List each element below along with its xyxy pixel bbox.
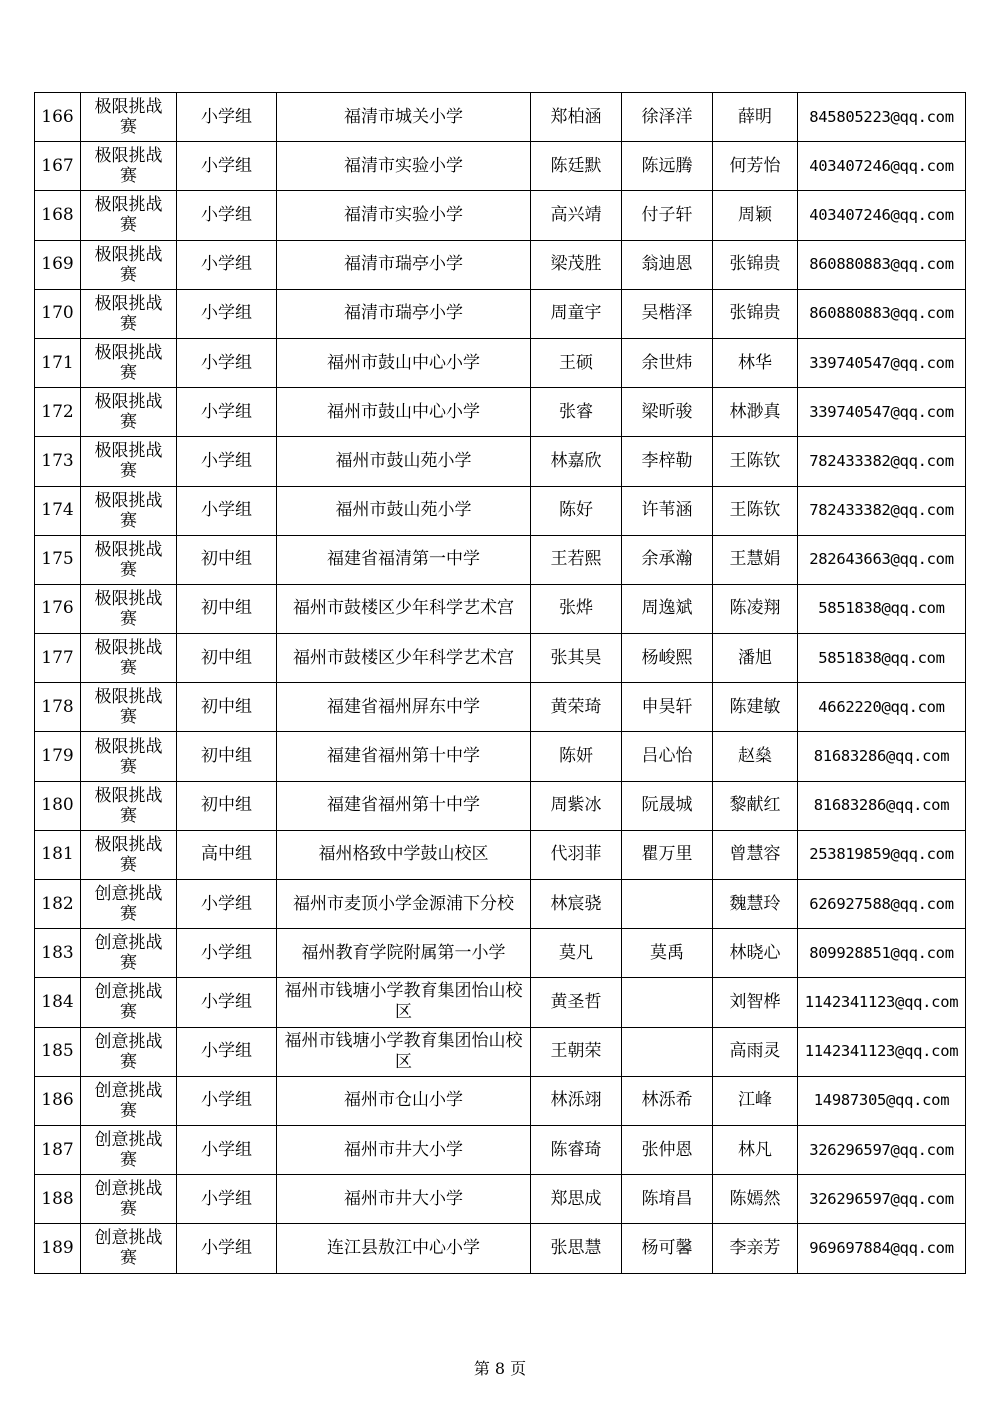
cell-number: 170 <box>35 289 81 338</box>
cell-student-1: 莫凡 <box>531 929 622 978</box>
cell-student-2: 陈堉昌 <box>622 1175 713 1224</box>
cell-number: 175 <box>35 535 81 584</box>
cell-group: 小学组 <box>177 1076 277 1125</box>
cell-school: 福建省福州屏东中学 <box>277 683 531 732</box>
cell-school: 福州市麦顶小学金源浦下分校 <box>277 880 531 929</box>
cell-teacher: 江峰 <box>713 1076 798 1125</box>
cell-student-1: 周紫冰 <box>531 781 622 830</box>
cell-number: 183 <box>35 929 81 978</box>
cell-number: 187 <box>35 1125 81 1174</box>
cell-teacher: 周颖 <box>713 191 798 240</box>
cell-student-1: 郑柏涵 <box>531 93 622 142</box>
cell-number: 173 <box>35 437 81 486</box>
cell-teacher: 王慧娟 <box>713 535 798 584</box>
cell-teacher: 赵燊 <box>713 732 798 781</box>
cell-group: 小学组 <box>177 437 277 486</box>
cell-student-2: 杨可馨 <box>622 1224 713 1273</box>
cell-student-2: 李梓勒 <box>622 437 713 486</box>
cell-event: 极限挑战赛 <box>81 584 177 633</box>
cell-student-2: 林泺希 <box>622 1076 713 1125</box>
table-row <box>35 535 966 584</box>
cell-school: 福清市实验小学 <box>277 191 531 240</box>
cell-school: 福建省福州第十中学 <box>277 732 531 781</box>
cell-student-1: 张烨 <box>531 584 622 633</box>
cell-student-2: 梁昕骏 <box>622 388 713 437</box>
cell-number: 189 <box>35 1224 81 1273</box>
table-row <box>35 388 966 437</box>
cell-teacher: 潘旭 <box>713 634 798 683</box>
cell-school: 福州格致中学鼓山校区 <box>277 830 531 879</box>
cell-number: 179 <box>35 732 81 781</box>
cell-number: 178 <box>35 683 81 732</box>
cell-teacher: 黎献红 <box>713 781 798 830</box>
cell-email: 809928851@qq.com <box>798 929 966 978</box>
cell-teacher: 林晓心 <box>713 929 798 978</box>
cell-event: 极限挑战赛 <box>81 683 177 732</box>
cell-teacher: 王陈钦 <box>713 437 798 486</box>
cell-number: 184 <box>35 978 81 1027</box>
cell-email: 326296597@qq.com <box>798 1125 966 1174</box>
cell-number: 167 <box>35 142 81 191</box>
cell-event: 极限挑战赛 <box>81 93 177 142</box>
cell-student-2: 瞿万里 <box>622 830 713 879</box>
cell-teacher: 陈嫣然 <box>713 1175 798 1224</box>
cell-email: 4662220@qq.com <box>798 683 966 732</box>
cell-event: 极限挑战赛 <box>81 486 177 535</box>
cell-event: 创意挑战赛 <box>81 1076 177 1125</box>
cell-email: 81683286@qq.com <box>798 732 966 781</box>
cell-number: 169 <box>35 240 81 289</box>
cell-group: 小学组 <box>177 1027 277 1076</box>
cell-student-1: 林宸骁 <box>531 880 622 929</box>
cell-student-2: 吕心怡 <box>622 732 713 781</box>
cell-event: 极限挑战赛 <box>81 388 177 437</box>
cell-email: 860880883@qq.com <box>798 289 966 338</box>
cell-event: 极限挑战赛 <box>81 437 177 486</box>
table-row <box>35 929 966 978</box>
cell-group: 小学组 <box>177 1125 277 1174</box>
cell-group: 初中组 <box>177 535 277 584</box>
cell-student-1: 张思慧 <box>531 1224 622 1273</box>
cell-email: 782433382@qq.com <box>798 437 966 486</box>
cell-email: 14987305@qq.com <box>798 1076 966 1125</box>
cell-school: 福州市钱塘小学教育集团怡山校区 <box>277 1027 531 1076</box>
cell-student-2: 付子轩 <box>622 191 713 240</box>
cell-student-1: 陈睿琦 <box>531 1125 622 1174</box>
cell-school: 福建省福州第十中学 <box>277 781 531 830</box>
cell-school: 福州市鼓楼区少年科学艺术宫 <box>277 584 531 633</box>
cell-number: 181 <box>35 830 81 879</box>
cell-student-2: 杨峻熙 <box>622 634 713 683</box>
cell-email: 403407246@qq.com <box>798 142 966 191</box>
cell-event: 创意挑战赛 <box>81 978 177 1027</box>
cell-group: 小学组 <box>177 486 277 535</box>
cell-student-1: 林泺翊 <box>531 1076 622 1125</box>
cell-email: 845805223@qq.com <box>798 93 966 142</box>
cell-email: 5851838@qq.com <box>798 634 966 683</box>
cell-teacher: 高雨灵 <box>713 1027 798 1076</box>
cell-email: 403407246@qq.com <box>798 191 966 240</box>
cell-student-2: 莫禹 <box>622 929 713 978</box>
table-row <box>35 683 966 732</box>
cell-student-1: 王朝荣 <box>531 1027 622 1076</box>
cell-event: 极限挑战赛 <box>81 142 177 191</box>
cell-student-1: 林嘉欣 <box>531 437 622 486</box>
cell-teacher: 张锦贵 <box>713 289 798 338</box>
cell-teacher: 魏慧玲 <box>713 880 798 929</box>
table-row <box>35 781 966 830</box>
cell-number: 168 <box>35 191 81 240</box>
cell-group: 小学组 <box>177 93 277 142</box>
table-row <box>35 1175 966 1224</box>
cell-student-1: 王若熙 <box>531 535 622 584</box>
cell-number: 177 <box>35 634 81 683</box>
table-row <box>35 1027 966 1076</box>
table-row <box>35 142 966 191</box>
cell-group: 初中组 <box>177 781 277 830</box>
cell-student-2: 吴楷泽 <box>622 289 713 338</box>
cell-email: 253819859@qq.com <box>798 830 966 879</box>
cell-teacher: 林渺真 <box>713 388 798 437</box>
cell-student-2 <box>622 880 713 929</box>
cell-school: 福州市井大小学 <box>277 1125 531 1174</box>
cell-group: 初中组 <box>177 584 277 633</box>
cell-school: 福州教育学院附属第一小学 <box>277 929 531 978</box>
table-row <box>35 584 966 633</box>
cell-group: 小学组 <box>177 338 277 387</box>
table-row <box>35 437 966 486</box>
cell-student-1: 陈妍 <box>531 732 622 781</box>
cell-teacher: 王陈钦 <box>713 486 798 535</box>
cell-email: 782433382@qq.com <box>798 486 966 535</box>
cell-email: 339740547@qq.com <box>798 388 966 437</box>
cell-teacher: 薛明 <box>713 93 798 142</box>
cell-teacher: 陈凌翔 <box>713 584 798 633</box>
cell-group: 高中组 <box>177 830 277 879</box>
cell-event: 创意挑战赛 <box>81 1224 177 1273</box>
cell-student-2: 许苇涵 <box>622 486 713 535</box>
cell-student-2: 翁迪恩 <box>622 240 713 289</box>
cell-event: 极限挑战赛 <box>81 338 177 387</box>
cell-number: 166 <box>35 93 81 142</box>
cell-group: 小学组 <box>177 929 277 978</box>
table-row <box>35 338 966 387</box>
cell-student-1: 陈廷默 <box>531 142 622 191</box>
cell-event: 极限挑战赛 <box>81 781 177 830</box>
table-row <box>35 191 966 240</box>
cell-student-2: 周逸斌 <box>622 584 713 633</box>
cell-teacher: 张锦贵 <box>713 240 798 289</box>
cell-student-2: 余承瀚 <box>622 535 713 584</box>
cell-student-1: 梁茂胜 <box>531 240 622 289</box>
cell-email: 339740547@qq.com <box>798 338 966 387</box>
cell-group: 初中组 <box>177 683 277 732</box>
cell-student-2: 申昊轩 <box>622 683 713 732</box>
cell-event: 极限挑战赛 <box>81 535 177 584</box>
cell-event: 极限挑战赛 <box>81 191 177 240</box>
cell-school: 福州市鼓山苑小学 <box>277 437 531 486</box>
cell-school: 福建省福清第一中学 <box>277 535 531 584</box>
cell-student-2 <box>622 1027 713 1076</box>
cell-school: 福州市仓山小学 <box>277 1076 531 1125</box>
table-body <box>35 93 966 1274</box>
table-row <box>35 93 966 142</box>
cell-email: 81683286@qq.com <box>798 781 966 830</box>
cell-school: 福州市鼓山中心小学 <box>277 338 531 387</box>
cell-event: 创意挑战赛 <box>81 1125 177 1174</box>
cell-group: 小学组 <box>177 880 277 929</box>
cell-student-1: 张其昊 <box>531 634 622 683</box>
cell-student-1: 黄圣哲 <box>531 978 622 1027</box>
cell-email: 282643663@qq.com <box>798 535 966 584</box>
cell-number: 186 <box>35 1076 81 1125</box>
cell-school: 福州市钱塘小学教育集团怡山校区 <box>277 978 531 1027</box>
table-row <box>35 486 966 535</box>
cell-number: 185 <box>35 1027 81 1076</box>
table-row <box>35 1125 966 1174</box>
cell-student-1: 张睿 <box>531 388 622 437</box>
cell-student-2 <box>622 978 713 1027</box>
cell-event: 创意挑战赛 <box>81 880 177 929</box>
cell-student-2: 陈远腾 <box>622 142 713 191</box>
registration-table <box>34 92 966 1274</box>
cell-school: 福州市鼓山苑小学 <box>277 486 531 535</box>
cell-number: 188 <box>35 1175 81 1224</box>
cell-event: 极限挑战赛 <box>81 634 177 683</box>
cell-email: 969697884@qq.com <box>798 1224 966 1273</box>
cell-teacher: 李亲芳 <box>713 1224 798 1273</box>
cell-student-1: 周童宇 <box>531 289 622 338</box>
table-row <box>35 830 966 879</box>
cell-student-1: 黄荣琦 <box>531 683 622 732</box>
cell-school: 福州市鼓山中心小学 <box>277 388 531 437</box>
cell-number: 174 <box>35 486 81 535</box>
cell-group: 初中组 <box>177 732 277 781</box>
table-row <box>35 880 966 929</box>
cell-group: 小学组 <box>177 240 277 289</box>
cell-student-2: 余世炜 <box>622 338 713 387</box>
cell-teacher: 何芳怡 <box>713 142 798 191</box>
cell-group: 小学组 <box>177 388 277 437</box>
cell-student-1: 高兴靖 <box>531 191 622 240</box>
cell-student-1: 郑思成 <box>531 1175 622 1224</box>
cell-group: 小学组 <box>177 978 277 1027</box>
table-row <box>35 240 966 289</box>
table-row <box>35 1224 966 1273</box>
cell-event: 极限挑战赛 <box>81 732 177 781</box>
cell-email: 326296597@qq.com <box>798 1175 966 1224</box>
cell-email: 5851838@qq.com <box>798 584 966 633</box>
cell-event: 创意挑战赛 <box>81 1175 177 1224</box>
cell-group: 小学组 <box>177 1175 277 1224</box>
cell-group: 小学组 <box>177 142 277 191</box>
cell-event: 创意挑战赛 <box>81 1027 177 1076</box>
cell-student-2: 张仲恩 <box>622 1125 713 1174</box>
cell-teacher: 陈建敏 <box>713 683 798 732</box>
cell-number: 171 <box>35 338 81 387</box>
cell-teacher: 曾慧容 <box>713 830 798 879</box>
cell-event: 极限挑战赛 <box>81 289 177 338</box>
table-row <box>35 1076 966 1125</box>
table-row <box>35 732 966 781</box>
cell-number: 176 <box>35 584 81 633</box>
cell-group: 小学组 <box>177 1224 277 1273</box>
cell-school: 福清市城关小学 <box>277 93 531 142</box>
page-number: 第 8 页 <box>473 1359 527 1378</box>
cell-student-2: 徐泽洋 <box>622 93 713 142</box>
table-row <box>35 634 966 683</box>
cell-student-1: 陈好 <box>531 486 622 535</box>
cell-event: 创意挑战赛 <box>81 929 177 978</box>
table-row <box>35 289 966 338</box>
cell-group: 小学组 <box>177 191 277 240</box>
cell-teacher: 刘智桦 <box>713 978 798 1027</box>
cell-student-2: 阮晟城 <box>622 781 713 830</box>
cell-email: 1142341123@qq.com <box>798 978 966 1027</box>
cell-school: 福清市实验小学 <box>277 142 531 191</box>
cell-event: 极限挑战赛 <box>81 830 177 879</box>
cell-email: 860880883@qq.com <box>798 240 966 289</box>
cell-group: 初中组 <box>177 634 277 683</box>
cell-email: 626927588@qq.com <box>798 880 966 929</box>
cell-student-1: 代羽菲 <box>531 830 622 879</box>
cell-school: 福州市井大小学 <box>277 1175 531 1224</box>
cell-school: 福清市瑞亭小学 <box>277 240 531 289</box>
cell-number: 182 <box>35 880 81 929</box>
cell-email: 1142341123@qq.com <box>798 1027 966 1076</box>
cell-school: 福清市瑞亭小学 <box>277 289 531 338</box>
table-row <box>35 978 966 1027</box>
cell-student-1: 王硕 <box>531 338 622 387</box>
cell-group: 小学组 <box>177 289 277 338</box>
cell-school: 福州市鼓楼区少年科学艺术宫 <box>277 634 531 683</box>
cell-teacher: 林华 <box>713 338 798 387</box>
cell-school: 连江县敖江中心小学 <box>277 1224 531 1273</box>
cell-number: 180 <box>35 781 81 830</box>
cell-event: 极限挑战赛 <box>81 240 177 289</box>
cell-number: 172 <box>35 388 81 437</box>
cell-teacher: 林凡 <box>713 1125 798 1174</box>
